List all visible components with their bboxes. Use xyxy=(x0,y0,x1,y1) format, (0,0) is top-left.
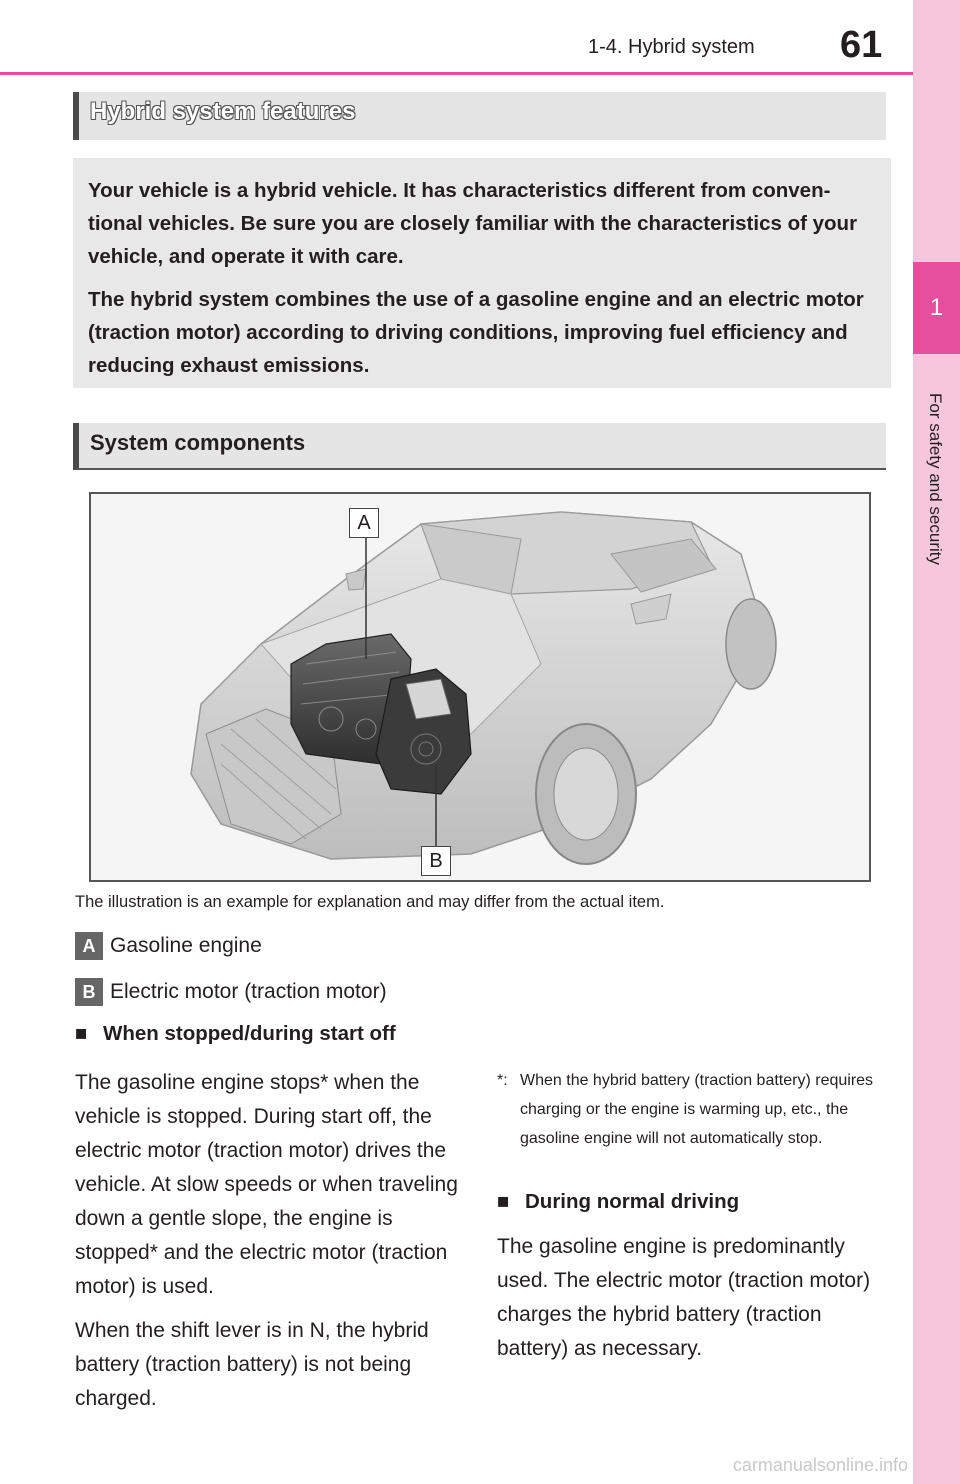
chapter-title-vertical xyxy=(920,374,950,584)
bullet-square: ■ xyxy=(75,1022,88,1045)
bullet-square-2: ■ xyxy=(497,1190,510,1213)
chapter-title: For safety and security xyxy=(926,393,945,565)
chapter-number: 1 xyxy=(913,262,960,354)
item-label-gasoline-engine: Gasoline engine xyxy=(110,934,262,957)
normal-driving-paragraph: The gasoline engine is predominantly used. The electric motor (traction motor) charges the hybrid battery (traction battery) as necessary. xyxy=(497,1235,871,1360)
intro-paragraph-2: The hybrid system combines the use of a gasoline engine and an electric motor (traction motor) according to driving conditions, improving fuel efficiency and reducing exhaust emissions. xyxy=(88,288,864,377)
watermark: carmanualsonline.info xyxy=(732,1455,908,1475)
item-badge-b: B xyxy=(75,978,103,1006)
intro-paragraph-1: Your vehicle is a hybrid vehicle. It has characteristics different from conven-tional vehicles. Be sure you are closely familiar with the characteristics of your vehicle, and operate it with care. xyxy=(88,179,858,268)
hybrid-system-illustration xyxy=(89,492,871,882)
callout-b: B xyxy=(421,846,451,876)
chapter-side-tab xyxy=(913,0,960,1484)
components-heading: System components xyxy=(90,430,306,455)
illustration-caption: The illustration is an example for explanation and may differ from the actual item. xyxy=(75,893,665,911)
page-number: 61 xyxy=(840,24,883,66)
normal-driving-heading: During normal driving xyxy=(525,1190,740,1213)
stopped-paragraph-1: The gasoline engine stops* when the vehicle is stopped. During start off, the electric motor (traction motor) drives the vehicle. At slow speeds or when traveling down a gentle slope, the engine is stopped* and the electric motor (traction motor) is used. xyxy=(75,1071,458,1298)
footnote-text: When the hybrid battery (traction battery) requires charging or the engine is warming up, etc., the gasoline engine will not automatically stop. xyxy=(520,1072,874,1147)
footnote-marker: *: xyxy=(497,1072,508,1089)
item-label-electric-motor: Electric motor (traction motor) xyxy=(110,980,387,1003)
header-rule xyxy=(0,72,913,75)
stopped-paragraph-2: When the shift lever is in N, the hybrid battery (traction battery) is not being charged. xyxy=(75,1319,429,1410)
section-title: 1-4. Hybrid system xyxy=(588,36,755,58)
stopped-heading: When stopped/during start off xyxy=(103,1022,396,1045)
callout-a: A xyxy=(349,508,379,538)
features-heading: Hybrid system features xyxy=(90,98,356,125)
item-badge-a: A xyxy=(75,932,103,960)
car-illustration xyxy=(91,494,869,880)
